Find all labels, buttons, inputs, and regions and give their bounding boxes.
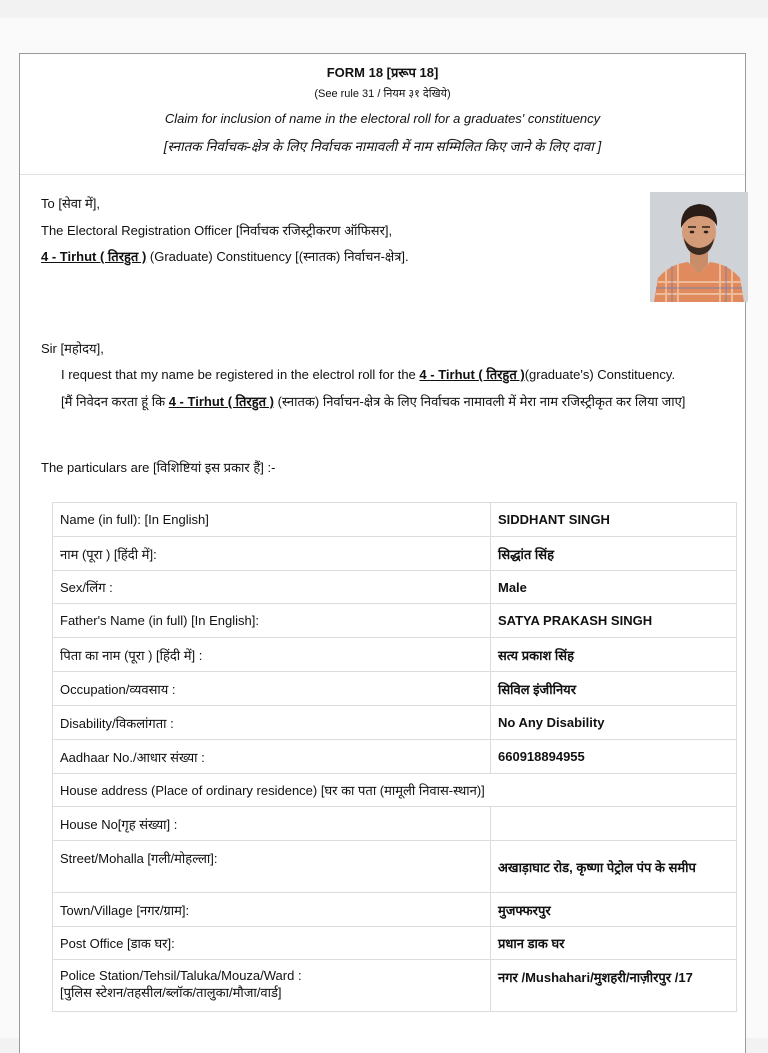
table-row: [53, 571, 737, 604]
claim-title-english: Claim for inclusion of name in the electoral roll for a graduates' constituency: [164, 111, 601, 126]
table-row: [53, 638, 737, 672]
particulars-table: [52, 502, 737, 1012]
table-row: [53, 807, 737, 841]
particulars-intro: The particulars are [विशिष्टियां इस प्रकार हैं] :-: [41, 460, 276, 475]
disability-label: Disability/विकलांगता :: [53, 706, 491, 740]
page-background: [0, 18, 768, 1038]
occupation-value: सिविल इंजीनियर: [491, 672, 737, 706]
request-english-constituency: 4 - Tirhut ( तिरहुत ): [419, 367, 525, 382]
request-hindi-suffix: (स्नातक) निर्वाचन-क्षेत्र के लिए निर्वाचक नामावली में मेरा नाम रजिस्ट्रीकृत कर लिया जाए]: [274, 394, 686, 409]
request-english: [61, 365, 731, 384]
aadhaar-value: 660918894955: [491, 740, 737, 774]
father-name-english-value: SATYA PRAKASH SINGH: [491, 604, 737, 638]
father-name-hindi-label: पिता का नाम (पूरा ) [हिंदी में] :: [53, 638, 491, 672]
addressee-officer: The Electoral Registration Officer [निर्वाचक रजिस्ट्रीकरण ऑफिसर],: [41, 223, 393, 238]
police-station-label: [53, 960, 491, 1012]
occupation-label: Occupation/व्यवसाय :: [53, 672, 491, 706]
form-header: [20, 54, 745, 175]
constituency-name: 4 - Tirhut ( तिरहुत ): [41, 249, 147, 264]
claim-title-hindi: [स्नातक निर्वाचक-क्षेत्र के लिए निर्वाचक नामावली में नाम सम्मिलित किए जाने के लिए दावा ]: [163, 139, 602, 154]
constituency-type: (Graduate) Constituency [(स्नातक) निर्वाचन-क्षेत्र].: [146, 249, 409, 264]
house-address-heading: House address (Place of ordinary residence) [घर का पता (मामूली निवास-स्थान)]: [53, 774, 737, 807]
addressee-to: To [सेवा में],: [41, 196, 100, 211]
request-english-prefix: I request that my name be registered in the electrol roll for the: [61, 367, 420, 382]
police-station-value: नगर /Mushahari/मुशहरी/नाज़ीरपुर /17: [491, 960, 737, 1012]
sex-value: Male: [491, 571, 737, 604]
request-english-suffix: (graduate's) Constituency.: [524, 367, 676, 382]
house-no-value: [491, 807, 737, 841]
table-row: [53, 960, 737, 1012]
table-row: [53, 740, 737, 774]
salutation: Sir [महोदय],: [41, 341, 104, 356]
applicant-photo: [650, 192, 748, 302]
table-row: [53, 706, 737, 740]
father-name-english-label: Father's Name (in full) [In English]:: [53, 604, 491, 638]
table-row: [53, 604, 737, 638]
table-row: [53, 672, 737, 706]
town-label: Town/Village [नगर/ग्राम]:: [53, 893, 491, 927]
form-title: FORM 18 [प्ररूप 18]: [326, 65, 439, 80]
request-hindi-prefix: [मैं निवेदन करता हूं कि: [61, 394, 169, 409]
police-station-label-hindi: [पुलिस स्टेशन/तहसील/ब्लॉक/तालुका/मौजा/वार्ड]: [60, 985, 282, 1000]
request-hindi: [61, 392, 731, 411]
aadhaar-label: Aadhaar No./आधार संख्या :: [53, 740, 491, 774]
post-office-label: Post Office [डाक घर]:: [53, 927, 491, 960]
street-value: अखाड़ाघाट रोड, कृष्णा पेट्रोल पंप के समीप: [491, 841, 737, 893]
form-rule-reference: (See rule 31 / नियम ३१ देखिये): [314, 88, 451, 100]
post-office-value: प्रधान डाक घर: [491, 927, 737, 960]
form-18: [19, 53, 746, 1053]
table-row: [53, 927, 737, 960]
table-row: [53, 841, 737, 893]
street-label: Street/Mohalla [गली/मोहल्ला]:: [53, 841, 491, 893]
request-hindi-constituency: 4 - Tirhut ( तिरहुत ): [168, 394, 274, 409]
father-name-hindi-value: सत्य प्रकाश सिंह: [491, 638, 737, 672]
table-row: [53, 893, 737, 927]
name-english-value: SIDDHANT SINGH: [491, 503, 737, 537]
table-row: [53, 503, 737, 537]
town-value: मुजफ्फरपुर: [491, 893, 737, 927]
police-station-label-english: Police Station/Tehsil/Taluka/Mouza/Ward :: [60, 968, 302, 983]
house-no-label: House No[गृह संख्या] :: [53, 807, 491, 841]
name-hindi-label: नाम (पूरा ) [हिंदी में]:: [53, 537, 491, 571]
sex-label: Sex/लिंग :: [53, 571, 491, 604]
name-english-label: Name (in full): [In English]: [53, 503, 491, 537]
table-row: [53, 774, 737, 807]
disability-value: No Any Disability: [491, 706, 737, 740]
name-hindi-value: सिद्धांत सिंह: [491, 537, 737, 571]
table-row: [53, 537, 737, 571]
applicant-photo-icon: [650, 192, 748, 302]
addressee-constituency: [41, 247, 409, 265]
